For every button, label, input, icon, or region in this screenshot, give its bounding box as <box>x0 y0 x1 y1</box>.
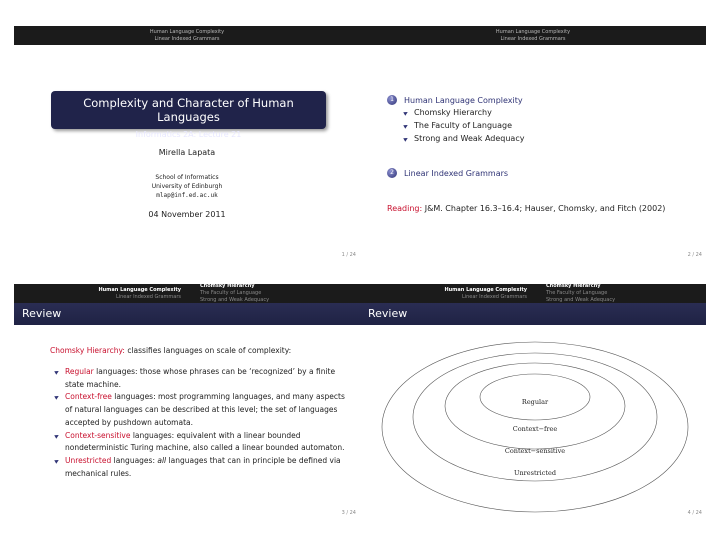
toc-subsection[interactable] <box>404 108 492 117</box>
toc-subsection-label: The Faculty of Language <box>414 121 513 130</box>
bullet-triangle-icon <box>54 458 59 463</box>
reading-text: J&M. Chapter 16.3–16.4; Hauser, Chomsky, and Fitch (2002) <box>424 204 666 213</box>
toc-subsection-label: Chomsky Hierarchy <box>414 108 492 117</box>
toc-section-title: Linear Indexed Grammars <box>404 168 509 178</box>
chomsky-hierarchy-diagram <box>380 340 690 515</box>
ellipse-context-sensitive <box>413 353 657 481</box>
institution <box>14 173 360 200</box>
header-subsection-3[interactable]: Strong and Weak Adequacy <box>200 297 270 303</box>
toc-subsection[interactable] <box>404 134 524 143</box>
ellipse-context-free <box>445 363 625 449</box>
label-context-sensitive: Context−sensitive <box>504 447 566 455</box>
slide-3 <box>14 284 360 518</box>
slide-1 <box>14 26 360 260</box>
item-text: languages: equivalent with a linear bounded nondeterministic Turing machine, also called a linear bounded automaton. <box>65 430 345 453</box>
list-item <box>55 455 345 480</box>
list-item <box>55 366 345 391</box>
label-context-free: Context−free <box>512 425 558 433</box>
header-subsection-1[interactable]: Chomsky Hierarchy <box>546 284 601 289</box>
bullet-triangle-icon <box>54 433 59 438</box>
page-number: 2 / 24 <box>687 252 702 258</box>
intro-text: classifies languages on scale of complexity: <box>127 346 292 355</box>
toc-section-1[interactable] <box>387 95 523 105</box>
slide-4 <box>360 284 706 518</box>
institution-line-2: University of Edinburgh <box>151 183 223 190</box>
slide-header <box>360 284 706 303</box>
toc-section-title: Human Language Complexity <box>404 95 523 105</box>
item-term: Unrestricted <box>65 455 112 465</box>
frame-title: Review <box>14 303 360 325</box>
intro-term: Chomsky Hierarchy: <box>50 346 125 355</box>
item-term: Context-sensitive <box>65 430 131 440</box>
bullet-triangle-icon <box>403 136 408 141</box>
page-number: 3 / 24 <box>341 510 356 516</box>
header-section-2[interactable]: Linear Indexed Grammars <box>500 35 566 42</box>
page-number: 4 / 24 <box>687 510 702 516</box>
bullet-triangle-icon <box>54 395 59 400</box>
reading-note <box>387 202 687 215</box>
slide-2 <box>360 26 706 260</box>
item-term: Context-free <box>65 392 112 402</box>
header-subsection-3[interactable]: Strong and Weak Adequacy <box>546 297 616 303</box>
slide-header <box>360 26 706 45</box>
reading-label: Reading: <box>387 204 423 213</box>
toc-subsection-label: Strong and Weak Adequacy <box>414 134 525 143</box>
slide-header <box>14 26 360 45</box>
header-subsection-2[interactable]: The Faculty of Language <box>546 290 608 296</box>
page-number: 1 / 24 <box>341 252 356 258</box>
header-subsection-1[interactable]: Chomsky Hierarchy <box>200 284 255 289</box>
item-text: languages: those whose phrases can be ‘recognized’ by a finite state machine. <box>65 367 336 389</box>
presentation-subtitle: Informatics 2A: Lecture 21 <box>135 130 242 139</box>
item-term: Regular <box>65 367 94 376</box>
frame-title: Review <box>360 303 706 325</box>
section-number-ball: 2 <box>387 168 397 178</box>
bullet-triangle-icon <box>54 369 59 374</box>
item-text: languages: most programming languages, and many aspects of natural languages can be described at this level; the set of languages accepted by pushdown automata. <box>65 392 345 427</box>
item-text-pre: languages: <box>113 455 155 465</box>
email[interactable]: mlap@inf.ed.ac.uk <box>156 192 218 199</box>
header-section-2[interactable]: Linear Indexed Grammars <box>154 35 220 42</box>
section-number-ball: 1 <box>387 95 397 105</box>
header-section-2[interactable]: Linear Indexed Grammars <box>461 293 527 300</box>
bullet-triangle-icon <box>403 110 408 115</box>
toc-section-2[interactable] <box>387 168 508 178</box>
presentation-title: Complexity and Character of Human Languages <box>83 96 294 124</box>
toc-subsection[interactable] <box>404 121 512 130</box>
intro-line <box>50 346 291 355</box>
header-subsection-2[interactable]: The Faculty of Language <box>200 290 262 296</box>
header-section-1[interactable]: Human Language Complexity <box>149 28 225 35</box>
item-text: languages that can in principle be defined via mechanical rules. <box>65 455 341 478</box>
header-section-1[interactable]: Human Language Complexity <box>98 286 181 293</box>
title-box <box>51 91 326 139</box>
list-item <box>55 391 345 429</box>
bullet-triangle-icon <box>403 123 408 128</box>
header-section-1[interactable]: Human Language Complexity <box>495 28 571 35</box>
label-regular: Regular <box>521 398 549 406</box>
item-emphasis: all <box>157 455 167 465</box>
header-section-1[interactable]: Human Language Complexity <box>444 286 527 293</box>
bullet-list <box>55 366 345 480</box>
header-section-2[interactable]: Linear Indexed Grammars <box>115 293 181 300</box>
author: Mirella Lapata <box>158 148 216 157</box>
institution-line-1: School of Informatics <box>155 174 219 181</box>
date: 04 November 2011 <box>148 210 226 219</box>
slide-header <box>14 284 360 303</box>
ellipse-regular <box>480 374 590 420</box>
label-unrestricted: Unrestricted <box>513 469 557 477</box>
list-item <box>55 430 345 455</box>
